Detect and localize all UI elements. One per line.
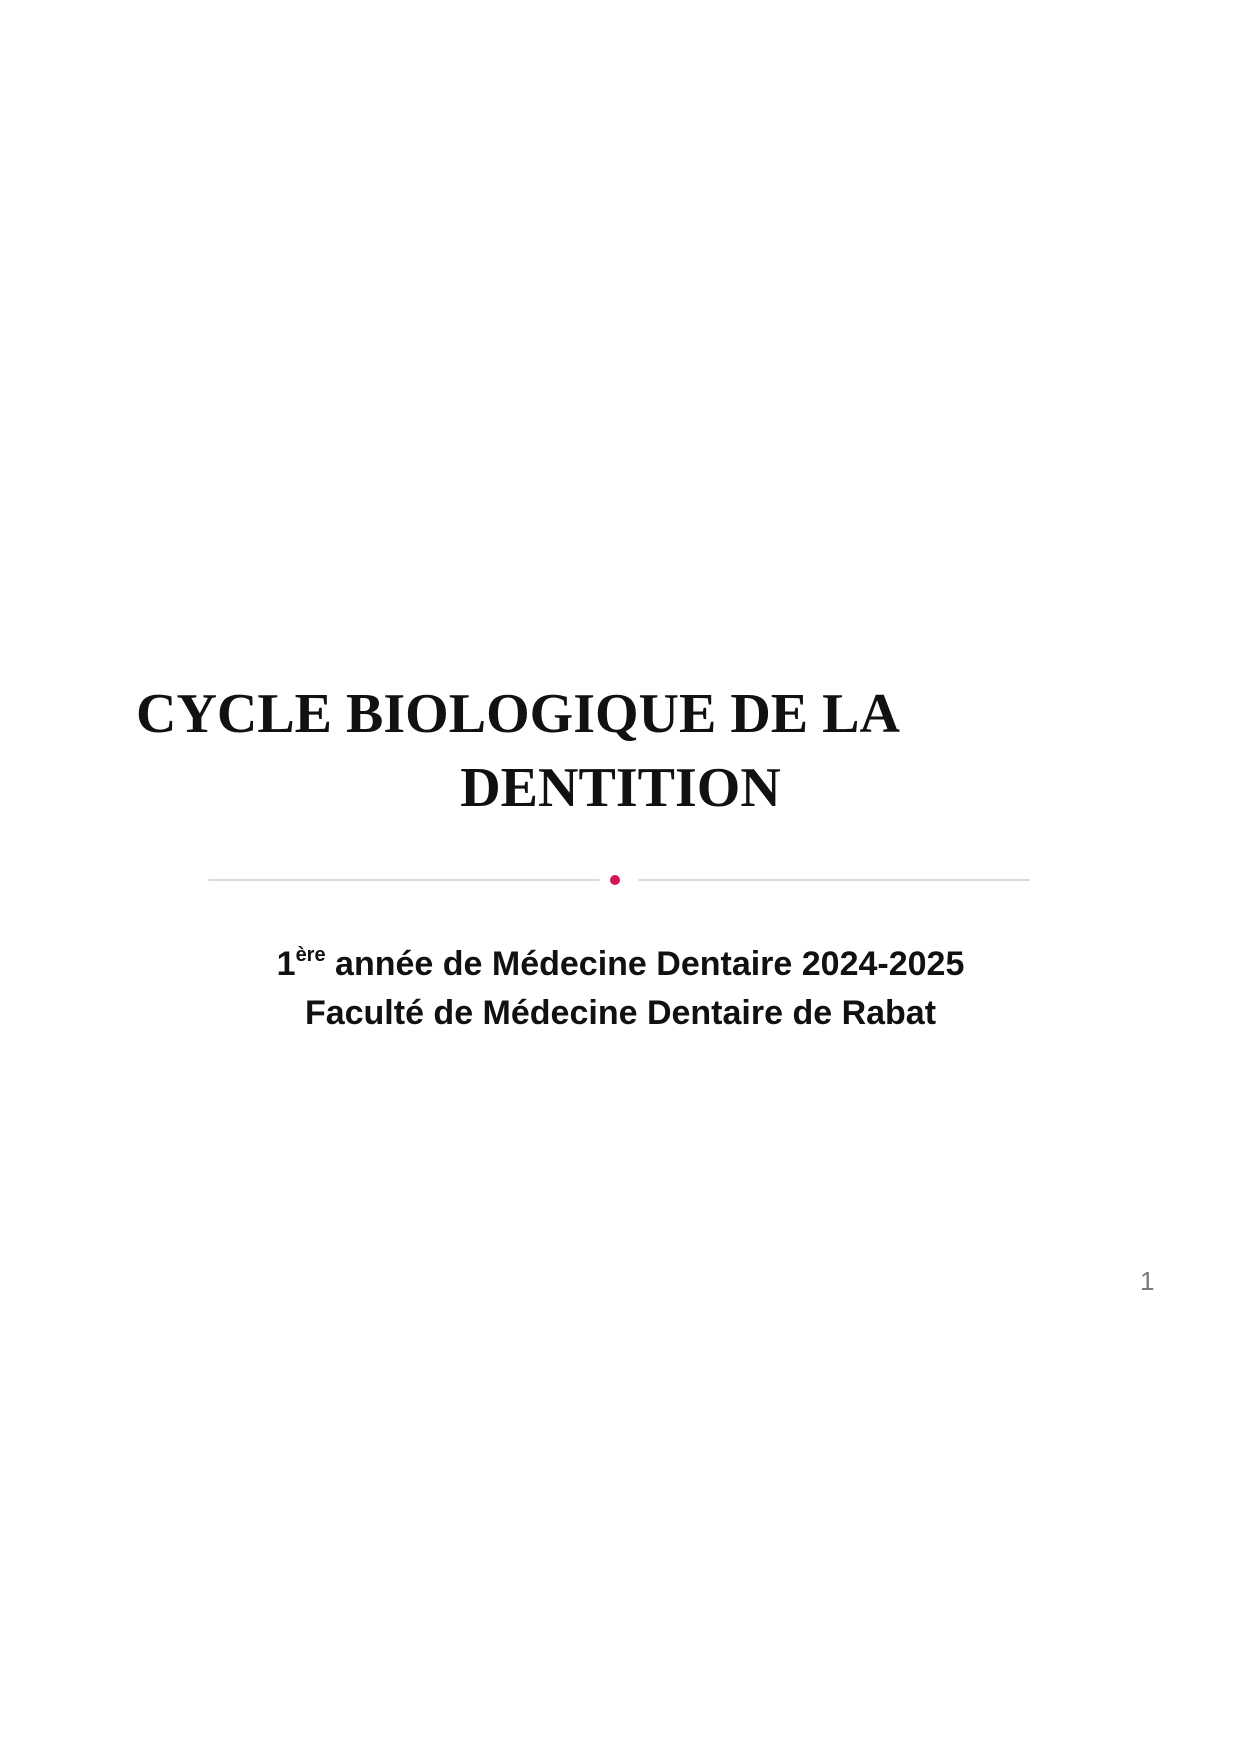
document-title-line-2: DENTITION [460, 757, 781, 819]
document-title-line-1: CYCLE BIOLOGIQUE DE LA [136, 683, 900, 745]
subtitle-year-line [0, 942, 1241, 986]
page-number: 1 [1140, 1266, 1155, 1296]
subtitle-year-text: année de Médecine Dentaire 2024-2025 [325, 945, 965, 983]
divider-rule-left [208, 879, 600, 881]
divider-rule-right [638, 879, 1030, 881]
subtitle-year-number: 1 [276, 945, 296, 983]
subtitle-year-superscript: ère [295, 944, 326, 966]
title-divider [208, 874, 1030, 886]
subtitle-faculty-line: Faculté de Médecine Dentaire de Rabat [304, 994, 937, 1032]
divider-dot-icon [610, 875, 620, 885]
